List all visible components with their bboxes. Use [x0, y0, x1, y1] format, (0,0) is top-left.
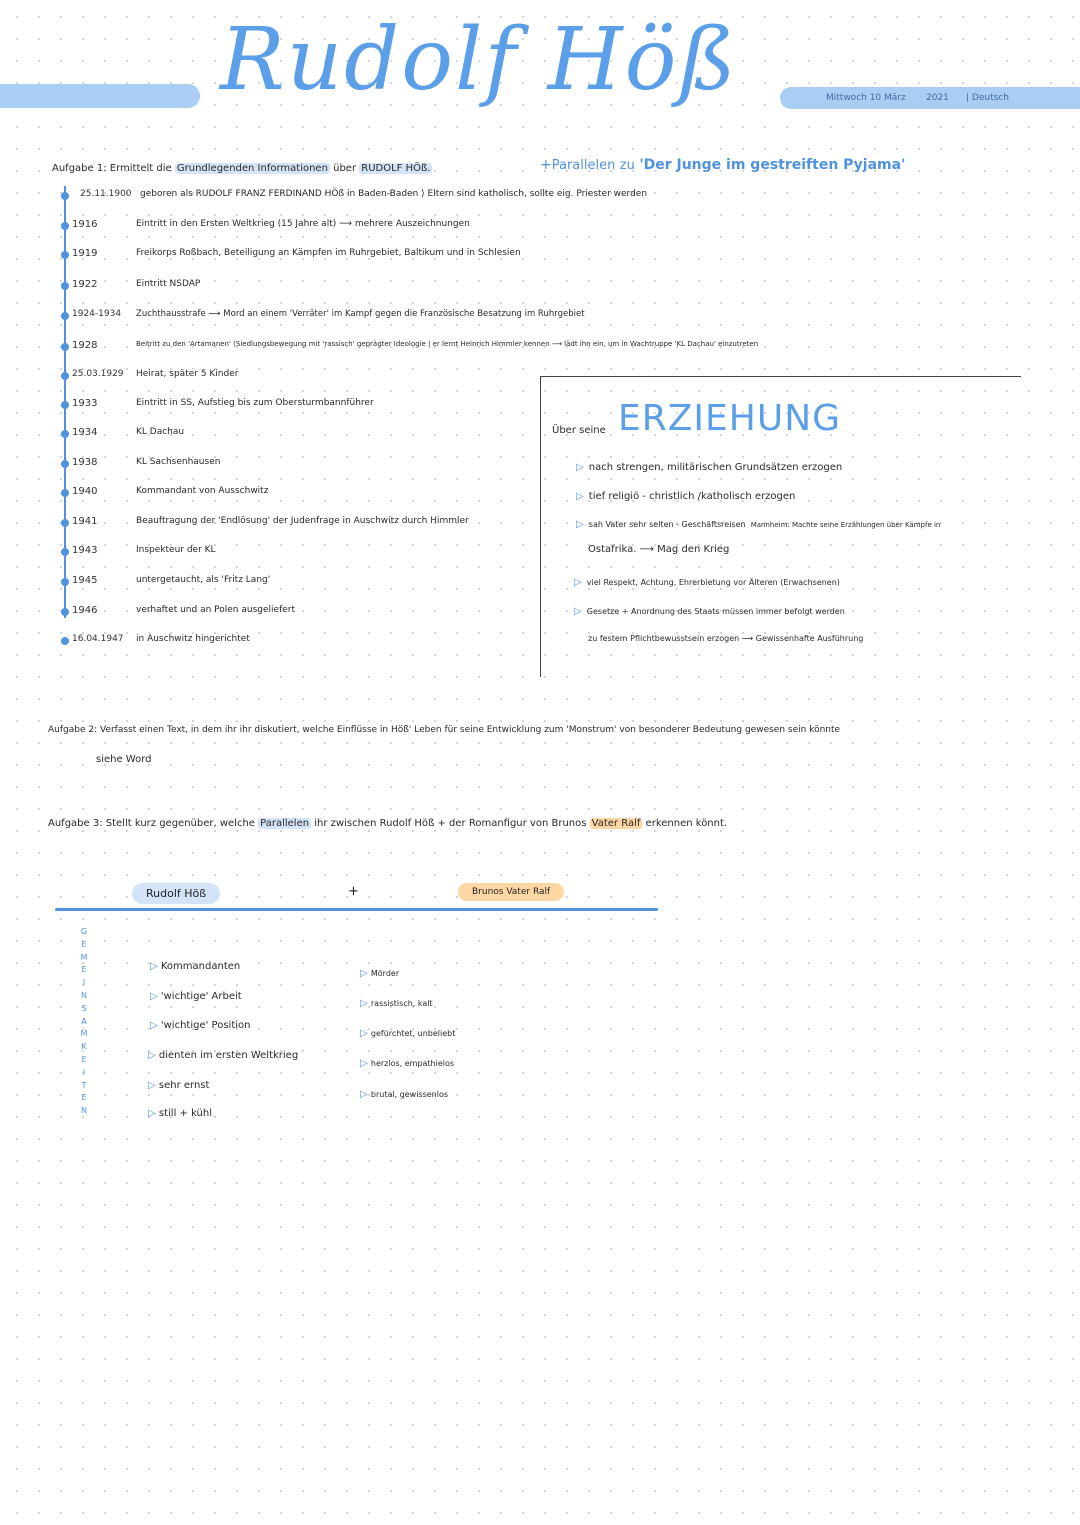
timeline-event: KL Sachsenhausen [136, 457, 221, 467]
aufgabe1-highlight: Grundlegenden Informationen [176, 163, 328, 174]
timeline-year: 1922 [72, 279, 98, 290]
bullet-icon: ▷ [150, 1020, 161, 1031]
timeline-event: Heirat, später 5 Kinder [136, 369, 239, 379]
timeline-dot [61, 548, 69, 556]
timeline-year: 1941 [72, 516, 98, 527]
timeline-dot [61, 282, 69, 290]
right-item [360, 1082, 448, 1101]
right-item-text: Mörder [370, 969, 400, 978]
timeline-dot [61, 637, 69, 645]
erziehung-heading: ERZIEHUNG [618, 398, 842, 439]
label-brunos-vater: Brunos Vater Ralf [458, 883, 564, 901]
gemeinsamkeiten-vertical: G E M E I N S A M K E I T E N [80, 927, 88, 1116]
label-rudolf-hoess: Rudolf Höß [132, 883, 220, 904]
comparison-underline [55, 908, 658, 911]
timeline-dot [61, 222, 69, 230]
aufgabe1-name: RUDOLF HÖß. [361, 163, 431, 174]
timeline-event: Zuchthausstrafe ⟶ Mord an einem 'Verräter' im Kampf gegen die Französische Besatzung im Ruhrgebiet [136, 309, 585, 319]
right-item-text: brutal, gewissenlos [370, 1090, 449, 1099]
timeline-dot [61, 401, 69, 409]
erziehung-item: ▷ nach strengen, militärischen Grundsätzen erzogen [576, 462, 843, 473]
parallels-plus: + [540, 157, 552, 173]
aufgabe1-heading [52, 163, 432, 174]
timeline-year: 1933 [72, 398, 98, 409]
aufgabe1-mid: über [333, 163, 357, 174]
timeline-year: 25.11.1900 [80, 189, 132, 199]
timeline-year: 1934 [72, 427, 98, 438]
timeline-event: Eintritt in SS, Aufstieg bis zum Obersturmbannführer [136, 398, 374, 408]
right-item [360, 961, 399, 980]
timeline-event: geboren als RUDOLF FRANZ FERDINAND HÖß in Baden-Baden ⟩ Eltern sind katholisch, sollte eig. Priester werden [140, 189, 648, 199]
timeline-dot [61, 372, 69, 380]
left-item [148, 1101, 212, 1120]
timeline-dot [61, 489, 69, 497]
timeline-dot [61, 608, 69, 616]
bullet-icon: ▷ [148, 1080, 159, 1091]
timeline-dot [61, 519, 69, 527]
left-item [150, 984, 242, 1003]
bullet-icon: ▷ [360, 1058, 371, 1069]
left-item-text: still + kühl [158, 1108, 213, 1119]
timeline-dot [61, 460, 69, 468]
parallels-heading [540, 157, 905, 173]
parallels-book: 'Der Junge im gestreiften Pyjama' [639, 157, 906, 173]
bullet-icon: ▷ [148, 1108, 159, 1119]
erziehung-intro: Über seine [552, 425, 606, 436]
bullet-icon: ▷ [150, 961, 161, 972]
timeline-dot [61, 251, 69, 259]
left-item [148, 1043, 298, 1062]
bullet-icon: ▷ [360, 998, 371, 1009]
left-item [148, 1073, 209, 1092]
timeline-dot [61, 578, 69, 586]
erziehung-item: zu festem Pflichtbewusstsein erzogen ⟶ Gewissenhafte Ausführung [588, 634, 864, 643]
left-item-text: sehr ernst [158, 1080, 210, 1091]
timeline-event: Freikorps Roßbach, Beteiligung an Kämpfen im Ruhrgebiet, Baltikum und in Schlesien [136, 248, 521, 258]
timeline-dot [61, 430, 69, 438]
timeline-year: 1919 [72, 248, 98, 259]
timeline-event: KL Dachau [136, 427, 185, 437]
page-title: Rudolf Höß [220, 10, 738, 110]
timeline-year: 1938 [72, 457, 98, 468]
timeline-event: verhaftet und an Polen ausgeliefert [136, 605, 295, 615]
timeline-year: 1946 [72, 605, 98, 616]
left-item-text: 'wichtige' Position [160, 1020, 251, 1031]
timeline-dot [61, 312, 69, 320]
erziehung-item: ▷ tief religiö - christlich /katholisch erzogen [576, 491, 796, 502]
timeline-event: in Auschwitz hingerichtet [136, 634, 250, 644]
timeline-event: Inspekteur der KL [136, 545, 216, 555]
timeline-event: Eintritt NSDAP [136, 279, 201, 289]
timeline-dot [61, 192, 69, 200]
parallels-word: Parallelen [551, 158, 616, 173]
timeline-year: 16.04.1947 [72, 634, 124, 644]
date: Mittwoch 10 März [826, 93, 906, 103]
right-item-text: herzlos, empathielos [370, 1059, 455, 1068]
timeline-event: Kommandant von Ausschwitz [136, 486, 269, 496]
timeline-dot [61, 343, 69, 351]
right-item [360, 1021, 455, 1040]
erziehung-item-cont: Ostafrika. ⟶ Mag den Krieg [588, 544, 730, 555]
timeline-event: untergetaucht, als 'Fritz Lang' [136, 575, 271, 585]
bullet-icon: ▷ [148, 1050, 159, 1061]
left-item-text: 'wichtige' Arbeit [160, 991, 242, 1002]
bullet-icon: ▷ [150, 991, 161, 1002]
timeline-year: 1943 [72, 545, 98, 556]
aufgabe1-text: Aufgabe 1: Ermittelt die [52, 163, 172, 174]
timeline-event: Beauftragung der 'Endlösung' der Judenfrage in Auschwitz durch Himmler [136, 516, 469, 526]
timeline-year: 1916 [72, 219, 98, 230]
bullet-icon: ▷ [360, 968, 371, 979]
timeline-year: 1940 [72, 486, 98, 497]
aufgabe3-heading: Aufgabe 3: Stellt kurz gegenüber, welche Parallelen ihr zwischen Rudolf Höß + der Romanfigur von Brunos Vater Ralf erkennen könnt. [48, 818, 728, 829]
bullet-icon: ▷ [360, 1028, 371, 1039]
right-item [360, 1051, 454, 1070]
left-item-text: dienten im ersten Weltkrieg [158, 1050, 299, 1061]
comparison-plus: + [348, 884, 359, 899]
right-item-text: gefürchtet, unbeliebt [370, 1029, 456, 1038]
left-item-text: Kommandanten [160, 961, 241, 972]
timeline-event: Beitritt zu den 'Artamanen' (Siedlungsbewegung mit 'rassisch' geprägter Ideologie | er lernt Heinrich Himmler kennen ⟶ lädt ihn ein, um in Wachtruppe 'KL Dachau' einzutreten [136, 340, 759, 348]
bullet-icon: ▷ [360, 1089, 371, 1100]
right-item-text: rassistisch, kalt [370, 999, 433, 1008]
parallels-zu: zu [619, 158, 635, 173]
left-item [150, 954, 240, 973]
timeline-year: 1928 [72, 340, 98, 351]
timeline-year: 1945 [72, 575, 98, 586]
timeline-event: Eintritt in den Ersten Weltkrieg (15 Jahre alt) ⟶ mehrere Auszeichnungen [136, 219, 470, 229]
title-bar-left [0, 84, 200, 108]
right-item [360, 991, 433, 1010]
aufgabe2-heading: Aufgabe 2: Verfasst einen Text, in dem ihr ihr diskutiert, welche Einflüsse in Höß' Leben für seine Entwicklung zum 'Monstrum' von besonderer Bedeutung gewesen sein könnte [48, 725, 841, 735]
subject: | Deutsch [966, 93, 1009, 103]
timeline-year: 25.03.1929 [72, 369, 124, 379]
year: 2021 [926, 93, 949, 103]
erziehung-item: ▷ sah Vater sehr selten - Geschäftsreisen Mannheim: Machte seine Erzählungen über Kämpfe in [576, 519, 941, 530]
timeline-year: 1924-1934 [72, 309, 122, 319]
aufgabe2-note: siehe Word [96, 754, 152, 765]
erziehung-item: ▷ Gesetze + Anordnung des Staats müssen immer befolgt werden [574, 606, 845, 617]
erziehung-item: ▷ viel Respekt, Achtung, Ehrerbietung vor Älteren (Erwachsenen) [574, 577, 840, 588]
left-item [150, 1013, 250, 1032]
